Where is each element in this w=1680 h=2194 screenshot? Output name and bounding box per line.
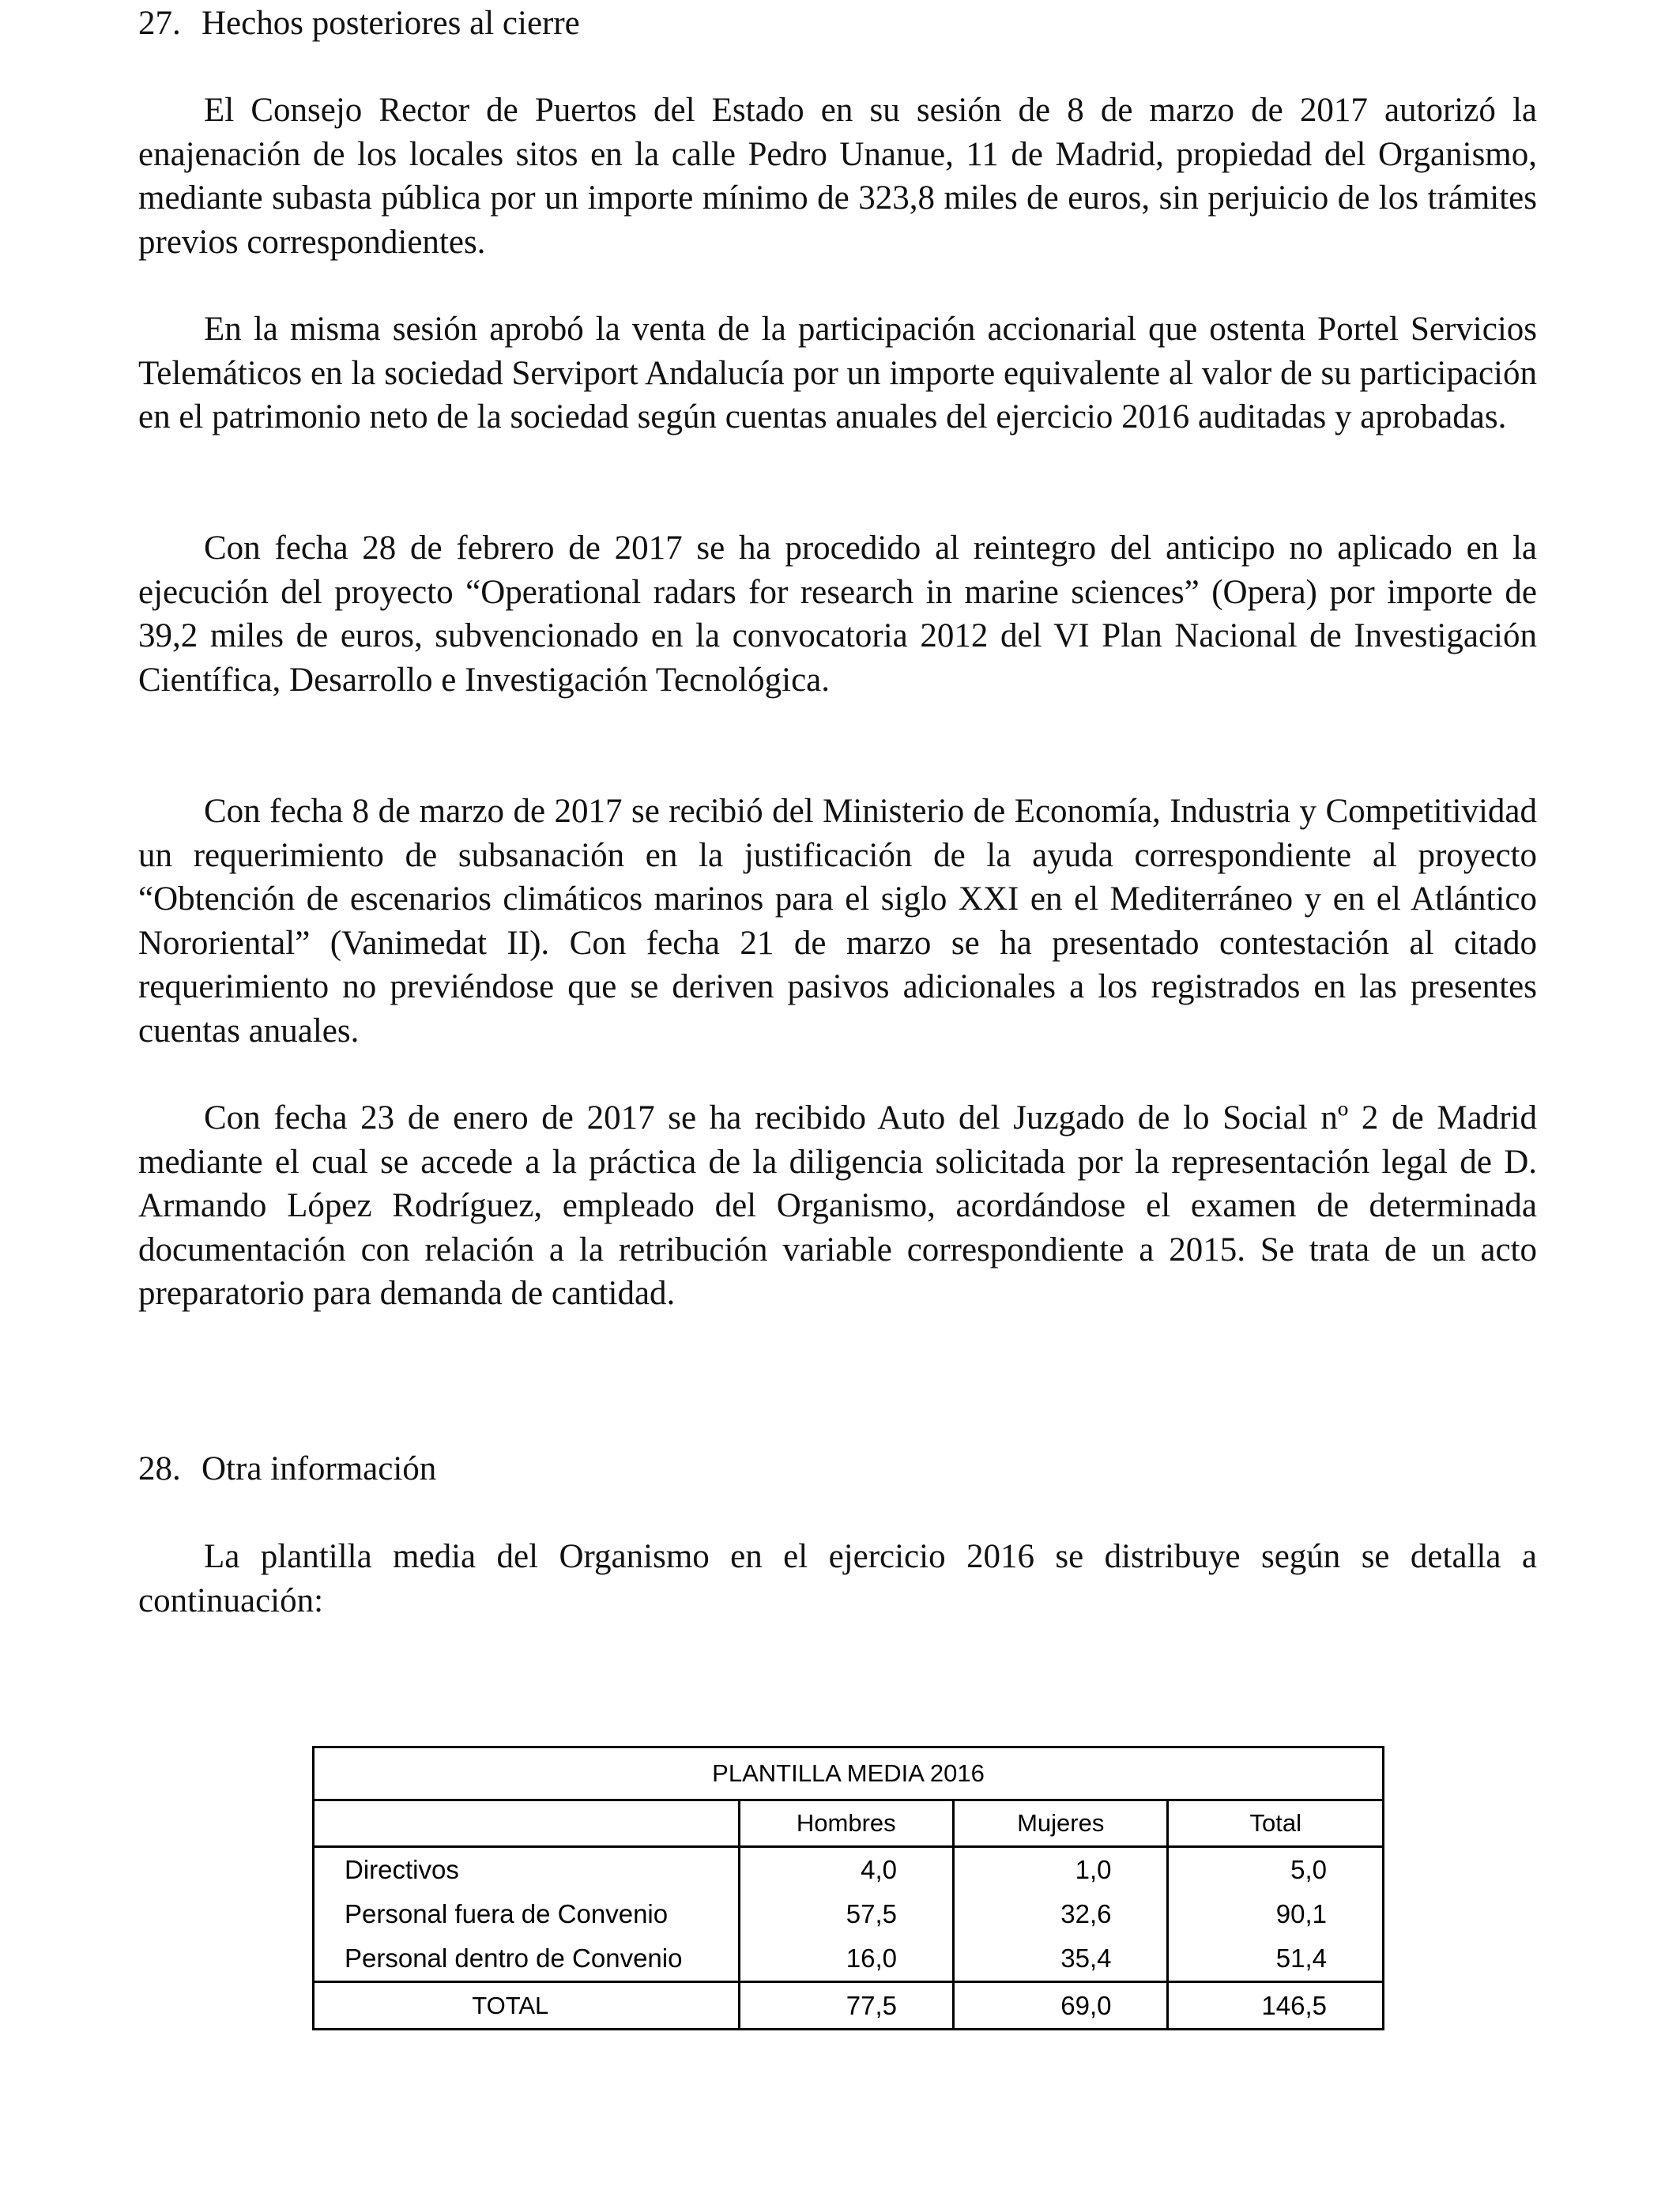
section-27-number: 27.	[138, 5, 181, 42]
table-cell-mujeres: 35,4	[954, 1936, 1168, 1982]
section-27-paragraph-2: En la misma sesión aprobó la venta de la participación accionarial que ostenta Portel Servicios Telemáticos en la sociedad Serviport Andalucía por un importe equivalente al valor de su participación en el patrimonio neto de la sociedad según cuentas anuales del ejercicio 2016 auditadas y aprobadas.	[138, 311, 1537, 435]
section-27-paragraph-5: Con fecha 23 de enero de 2017 se ha recibido Auto del Juzgado de lo Social nº 2 de Madrid mediante el cual se accede a la práctica de la diligencia solicitada por la representación legal de D. Armando López Rodríguez, empleado del Organismo, acordándose el examen de determinada documentación con relación a la retribución variable correspondiente a 2015. Se trata de un acto preparatorio para demanda de cantidad.	[138, 1099, 1537, 1312]
table-total-mujeres: 69,0	[954, 1982, 1168, 2030]
table-header-mujeres: Mujeres	[954, 1800, 1168, 1847]
table-cell-total: 5,0	[1168, 1847, 1384, 1893]
table-cell-hombres: 57,5	[739, 1892, 953, 1936]
table-total-label: TOTAL	[314, 1982, 740, 2030]
section-27-paragraph-1: El Consejo Rector de Puertos del Estado en su sesión de 8 de marzo de 2017 autorizó la enajenación de los locales sitos en la calle Pedro Unanue, 11 de Madrid, propiedad del Organismo, mediante subasta pública por un importe mínimo de 323,8 miles de euros, sin perjuicio de los trámites previos correspondientes.	[138, 92, 1537, 261]
section-27-heading	[138, 2, 580, 46]
table-cell-label: Personal dentro de Convenio	[314, 1936, 740, 1982]
table-title-row	[314, 1747, 1384, 1800]
table-total-row	[314, 1982, 1384, 2030]
section-28-number: 28.	[138, 1450, 181, 1487]
table-title: PLANTILLA MEDIA 2016	[314, 1747, 1384, 1800]
section-28-title: Otra información	[202, 1450, 437, 1487]
table-header-total: Total	[1168, 1800, 1384, 1847]
table-header-hombres: Hombres	[739, 1800, 953, 1847]
table-row	[314, 1847, 1384, 1893]
table-row	[314, 1892, 1384, 1936]
section-27-title: Hechos posteriores al cierre	[202, 5, 580, 42]
table-header-empty	[314, 1800, 740, 1847]
table-total-hombres: 77,5	[739, 1982, 953, 2030]
section-28-heading	[138, 1447, 436, 1491]
plantilla-media-table	[312, 1746, 1384, 2030]
table-cell-label: Directivos	[314, 1847, 740, 1893]
table-cell-mujeres: 1,0	[954, 1847, 1168, 1893]
section-27-paragraph-4: Con fecha 8 de marzo de 2017 se recibió del Ministerio de Economía, Industria y Competitividad un requerimiento de subsanación en la justificación de la ayuda correspondiente al proyecto “Obtención de escenarios climáticos marinos para el siglo XXI en el Mediterráneo y en el Atlántico Nororiental” (Vanimedat II). Con fecha 21 de marzo se ha presentado contestación al citado requerimiento no previéndose que se deriven pasivos adicionales a los registrados en las presentes cuentas anuales.	[138, 793, 1537, 1050]
section-28-paragraph-1: La plantilla media del Organismo en el ejercicio 2016 se distribuye según se detalla a continuación:	[138, 1538, 1537, 1619]
table-cell-hombres: 4,0	[739, 1847, 953, 1893]
table-cell-total: 90,1	[1168, 1892, 1384, 1936]
table-total-total: 146,5	[1168, 1982, 1384, 2030]
section-27-paragraph-3: Con fecha 28 de febrero de 2017 se ha procedido al reintegro del anticipo no aplicado en la ejecución del proyecto “Operational radars for research in marine sciences” (Opera) por importe de 39,2 miles de euros, subvencionado en la convocatoria 2012 del VI Plan Nacional de Investigación Científica, Desarrollo e Investigación Tecnológica.	[138, 530, 1537, 699]
table-cell-hombres: 16,0	[739, 1936, 953, 1982]
table-cell-total: 51,4	[1168, 1936, 1384, 1982]
table-cell-mujeres: 32,6	[954, 1892, 1168, 1936]
table-header-row	[314, 1800, 1384, 1847]
table-row	[314, 1936, 1384, 1982]
table-cell-label: Personal fuera de Convenio	[314, 1892, 740, 1936]
